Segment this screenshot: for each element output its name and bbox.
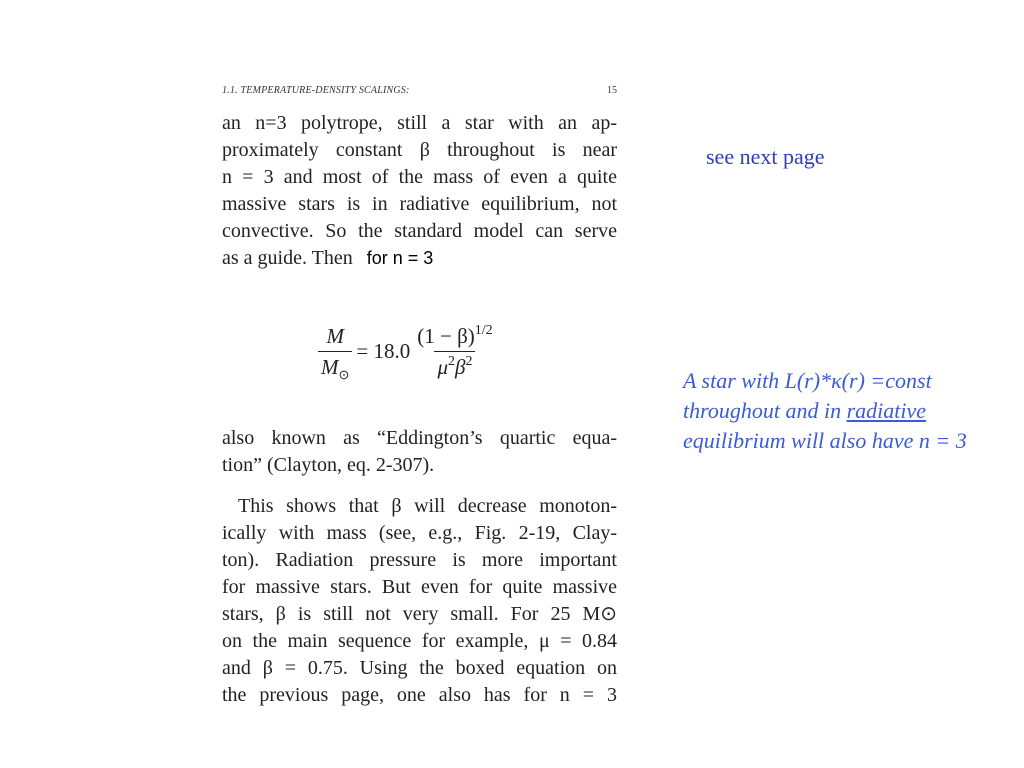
- text-line: ton). Radiation pressure is more important: [222, 549, 617, 571]
- rhs-fraction: [414, 323, 495, 380]
- text-line: ically with mass (see, e.g., Fig. 2-19, Clay-: [222, 522, 617, 544]
- see-next-page-annotation: see next page: [706, 144, 825, 169]
- text-line: convective. So the standard model can serve: [222, 220, 617, 242]
- rhs-numerator: [414, 323, 495, 351]
- rhs-num-exponent: 1/2: [474, 322, 493, 338]
- margin-annotation: [683, 366, 1019, 456]
- text-line: n = 3 and most of the mass of even a quite: [222, 166, 617, 188]
- mu-exponent: 2: [447, 353, 455, 369]
- equals-coefficient: = 18.0: [356, 338, 411, 363]
- text-line: also known as “Eddington’s quartic equa-: [222, 427, 617, 449]
- beta-exponent: 2: [465, 353, 473, 369]
- text-line: stars, β is still not very small. For 25 M⊙: [222, 603, 617, 625]
- margin-note-line: A star with L(r)*κ(r) =const: [683, 368, 932, 393]
- lhs-numerator: M: [326, 323, 344, 348]
- lhs-fraction: [318, 323, 352, 380]
- text-line: an n=3 polytrope, still a star with an ap-: [222, 112, 617, 134]
- lhs-denominator: [318, 351, 352, 380]
- mu-symbol: μ: [437, 354, 448, 379]
- paragraph-2: [222, 425, 617, 479]
- paragraph-1: [222, 110, 617, 272]
- rhs-num-base: (1 − β): [417, 323, 475, 348]
- text-line-last-text: as a guide. Then: [222, 247, 353, 269]
- margin-note-line: equilibrium will also have n = 3: [683, 428, 967, 453]
- lhs-den-base: M: [321, 354, 339, 379]
- running-header: [222, 85, 617, 99]
- text-line: the previous page, one also has for n = 3: [222, 684, 617, 706]
- sun-symbol: ⊙: [338, 366, 350, 382]
- text-line-last: tion” (Clayton, eq. 2-307).: [222, 454, 435, 476]
- text-line: massive stars is in radiative equilibrium, not: [222, 193, 617, 215]
- margin-note-text: throughout and in: [683, 398, 847, 423]
- text-line: for massive stars. But even for quite massive: [222, 576, 617, 598]
- text-line: and β = 0.75. Using the boxed equation on: [222, 657, 617, 679]
- rhs-denominator: [434, 351, 475, 380]
- section-title: 1.1. TEMPERATURE-DENSITY SCALINGS:: [222, 85, 410, 96]
- text-line: This shows that β will decrease monoton-: [238, 495, 617, 517]
- beta-symbol: β: [454, 354, 466, 379]
- mass-beta-equation: [318, 316, 496, 386]
- text-line: proximately constant β throughout is near: [222, 139, 617, 161]
- text-line-last: [222, 245, 617, 272]
- inserted-note: for n = 3: [366, 248, 434, 268]
- paragraph-3: [222, 493, 617, 709]
- text-line: on the main sequence for example, μ = 0.84: [222, 630, 617, 652]
- underlined-word: radiative: [846, 398, 927, 423]
- page-number: 15: [607, 85, 617, 96]
- margin-note-line: [683, 396, 1019, 426]
